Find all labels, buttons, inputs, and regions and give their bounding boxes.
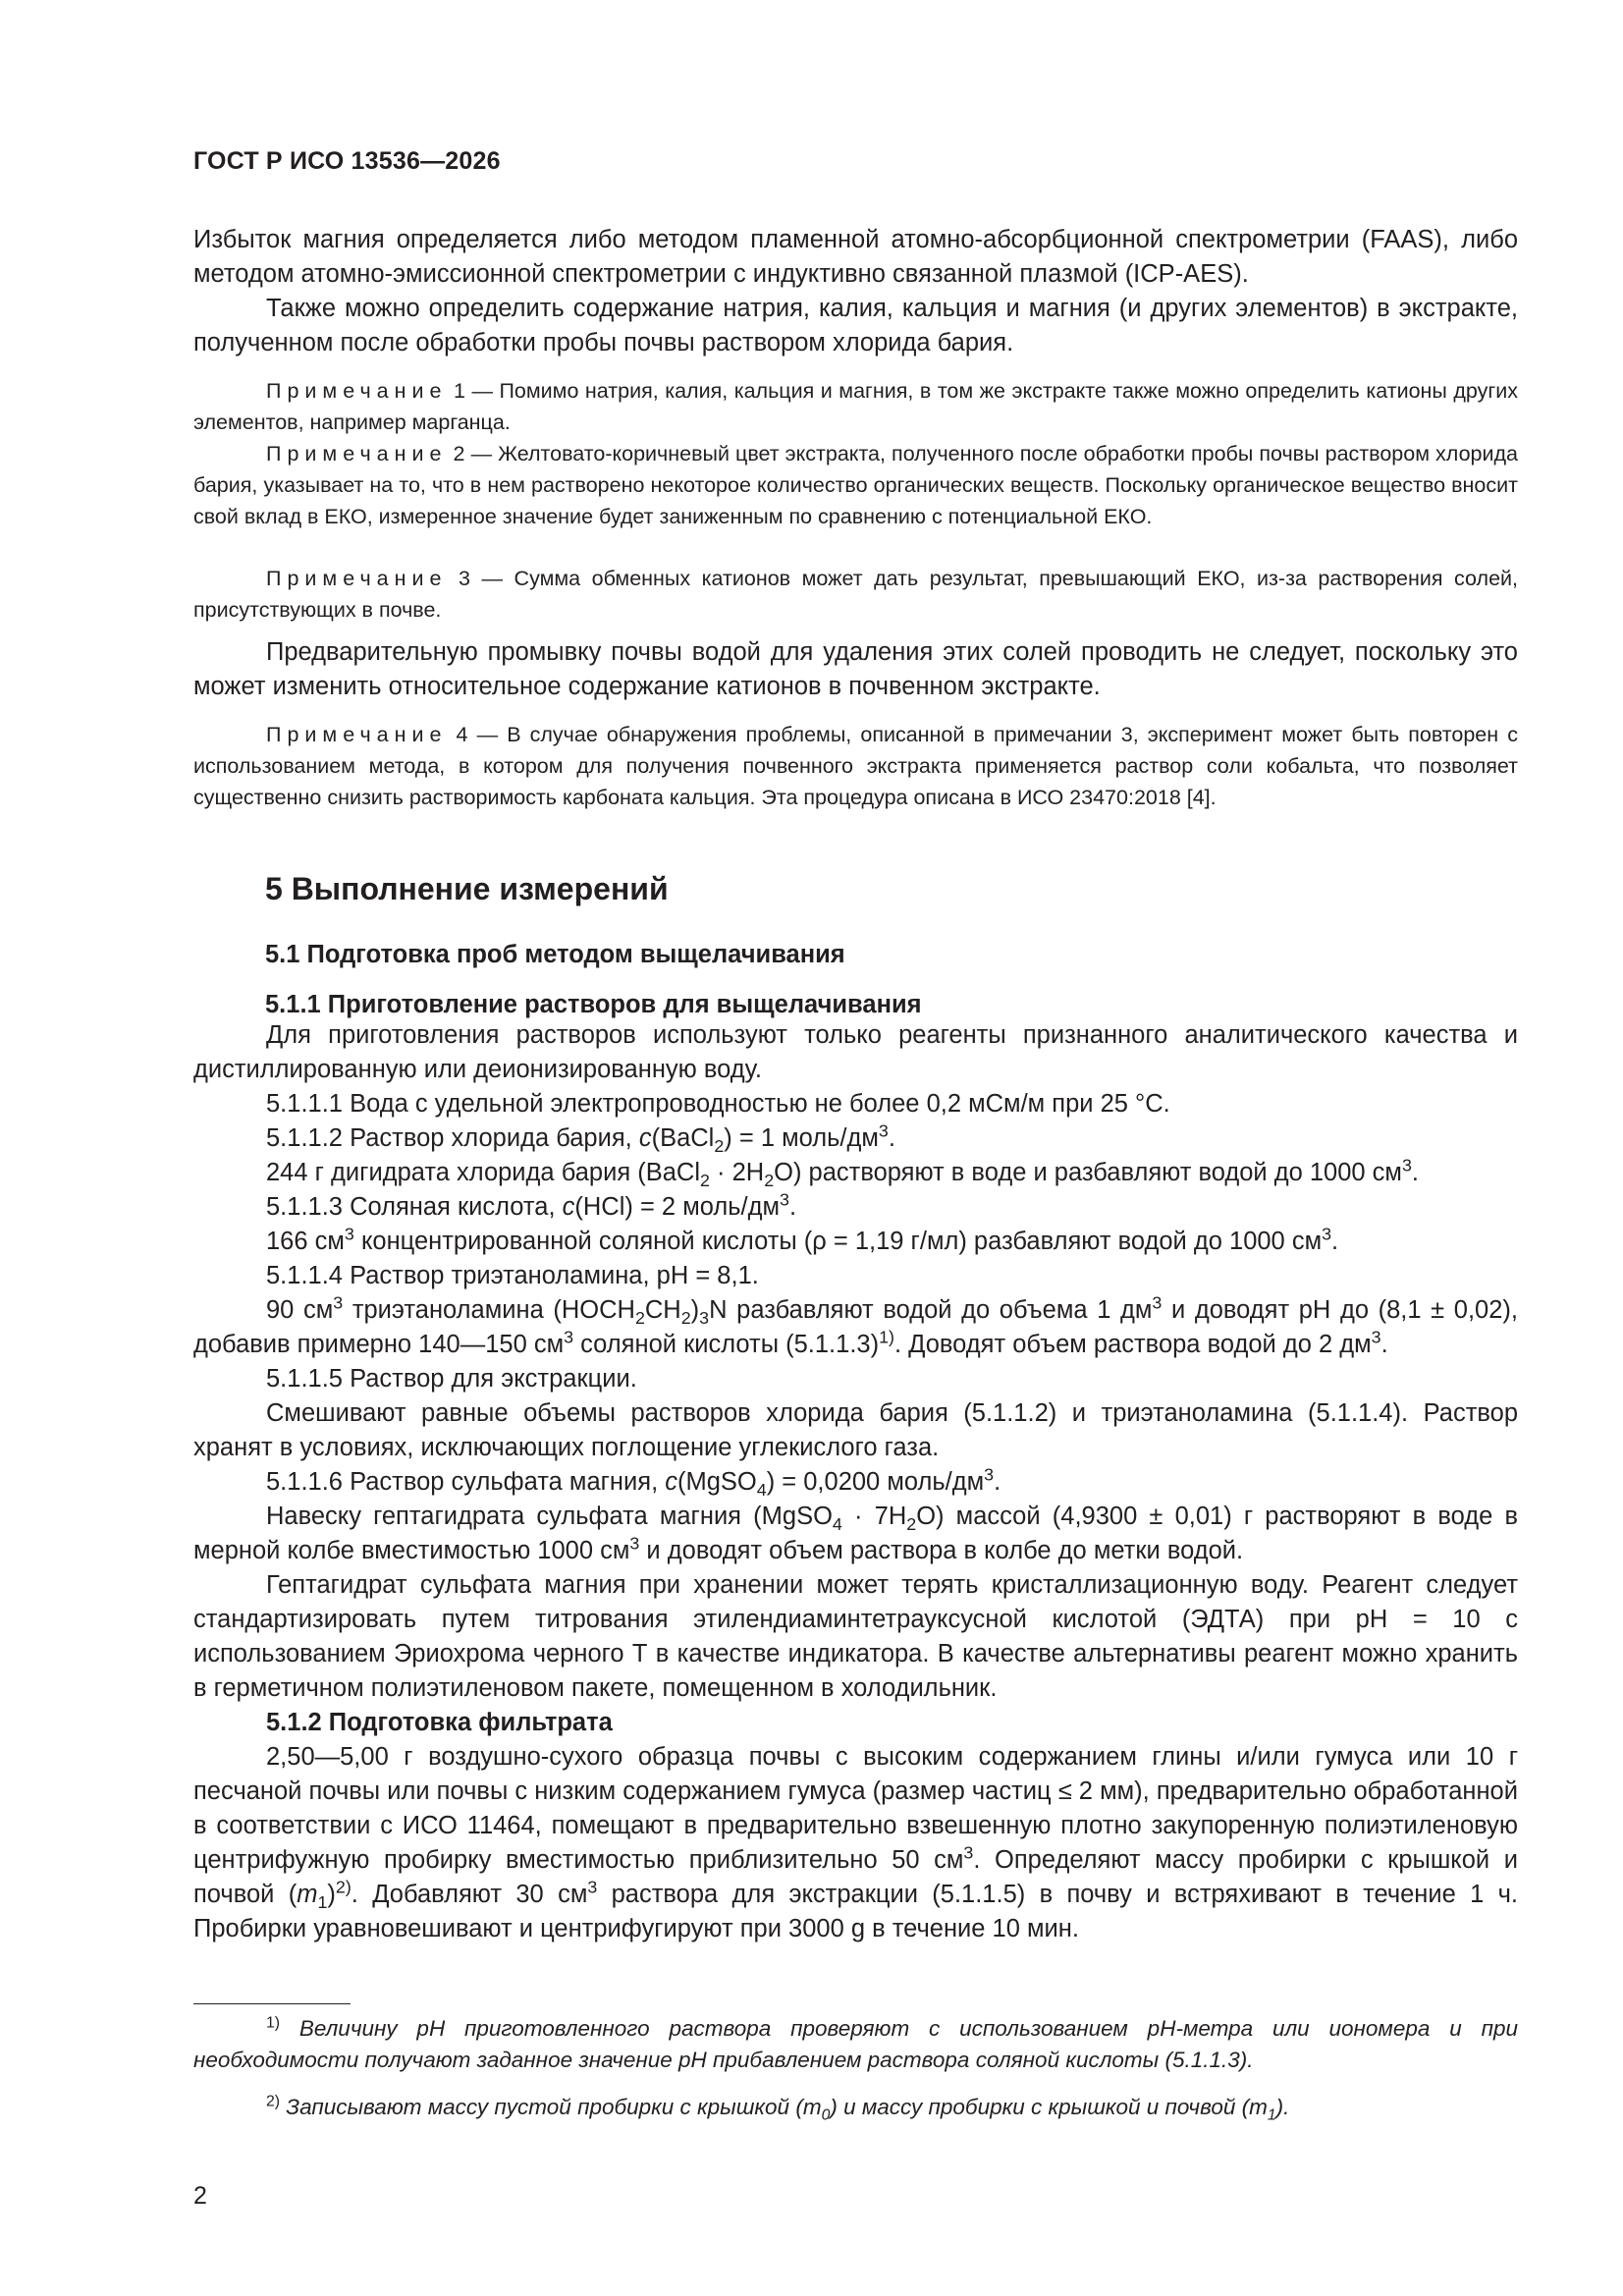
item-5-1-1-4: 5.1.1.4 Раствор триэтаноламина, pH = 8,1. bbox=[266, 1262, 759, 1289]
page-number: 2 bbox=[193, 2182, 207, 2210]
note-text: — В случае обнаружения проблемы, описанной в примечании 3, эксперимент может быть повторен с использованием метода, в котором для получения почвенного экстракта применяется раствор соли кобальта, что позволяет существенно снизить растворимость карбоната кальция. Эта процедура описана в ИСО 23470:2018 [4]. bbox=[193, 723, 1518, 809]
footnote-ref-1[interactable]: 1) bbox=[879, 1327, 894, 1347]
item-5-1-1-3-prep: 166 $см^3$ концентрированной соляной кислоты (ρ = 1,19 г/мл) разбавляют водой до 1000 $см^3$. bbox=[266, 1224, 1339, 1255]
item-5-1-1-5: 5.1.1.5 Раствор для экстракции. bbox=[266, 1365, 637, 1393]
reagents-paragraph: Для приготовления растворов используют только реагенты признанного аналитического качества и дистиллированную или деионизированную воду. bbox=[193, 1021, 1518, 1083]
intro-paragraph-2: Также можно определить содержание натрия, калия, кальция и магния (и других элементов) в экстракте, полученном после обработки пробы почвы раствором хлорида бария. bbox=[193, 295, 1518, 356]
note-label: Примечание bbox=[266, 379, 448, 403]
item-5-1-1-4-prep: 90 $см^3$ триэтаноламина $(HOCH_2CH_2)_3N$ разбавляют водой до объема 1 $дм^3$ и доводят pH до (8,1 ± 0,02), добавив примерно 140—150 $см^3$ соляной кислоты $(5.1.1.3)^{1)}$. Доводят объем раствора водой до 2 $дм^3$. bbox=[193, 1292, 1518, 1358]
note-label: Примечание bbox=[266, 442, 448, 465]
item-5-1-1-3: 5.1.1.3 Соляная кислота, c(HCl) = 2 моль/$дм^3$. bbox=[266, 1189, 797, 1221]
note-2 bbox=[193, 438, 1518, 532]
footnote-text: Величину pH приготовленного раствора проверяют с использованием pH-метра или иономера и при необходимости получают заданное значение pH прибавлением раствора соляной кислоты (5.1.1.3). bbox=[193, 2016, 1518, 2072]
note-text: — Помимо натрия, калия, кальция и магния, в том же экстракте также можно определить катионы других элементов, например марганца. bbox=[193, 379, 1518, 434]
footnote-separator bbox=[193, 2003, 351, 2004]
note-number: 2 bbox=[453, 442, 465, 465]
footnote-ref-2[interactable]: 2) bbox=[335, 1877, 352, 1897]
footnote-mark: 1) bbox=[266, 2014, 281, 2032]
item-5-1-1-1: 5.1.1.1 Вода с удельной электропроводностью не более 0,2 мСм/м при 25 °C. bbox=[266, 1090, 1170, 1118]
note-text: — Сумма обменных катионов может дать результат, превышающий ЕКО, из-за растворения солей, присутствующих в почве. bbox=[193, 567, 1519, 622]
note-number: 1 bbox=[453, 379, 465, 403]
section-5-1-1-title: 5.1.1 Приготовление растворов для выщелачивания bbox=[265, 991, 922, 1018]
note-text: — Желтовато-коричневый цвет экстракта, полученного после обработки пробы почвы раствором хлорида бария, указывает на то, что в нем растворено некоторое количество органических веществ. Поскольку органическое вещество вносит свой вклад в ЕКО, измеренное значение будет заниженным по сравнению с потенциальной ЕКО. bbox=[193, 442, 1519, 528]
prewash-paragraph: Предварительную промывку почвы водой для удаления этих солей проводить не следует, поскольку это может изменить относительное содержание катионов в почвенном экстракте. bbox=[193, 638, 1518, 700]
note-number: 3 bbox=[459, 567, 470, 590]
note-4 bbox=[193, 719, 1518, 813]
footnote-mark: 2) bbox=[266, 2093, 281, 2110]
footnote-2: $^{2)}$ Записывают массу пустой пробирки с крышкой $(m_0)$ и массу пробирки с крышкой и почвой $(m_1)$. bbox=[266, 2093, 1290, 2124]
section-5-title: 5 Выполнение измерений bbox=[265, 871, 669, 906]
item-5-1-1-2: 5.1.1.2 Раствор хлорида бария, c(BaCl$_2$) = 1 моль/$дм^3$. bbox=[266, 1121, 895, 1157]
footnote-1 bbox=[193, 2013, 1518, 2076]
section-5-1-title: 5.1 Подготовка проб методом выщелачивания bbox=[265, 941, 845, 968]
item-5-1-1-2-prep: 244 г дигидрата хлорида бария (BaCl$_2$ · $2H_2O$) растворяют в воде и разбавляют водой до 1000 $см^3$. bbox=[266, 1155, 1419, 1191]
note-label: Примечание bbox=[266, 567, 448, 590]
section-5-1-2-title: 5.1.2 Подготовка фильтрата bbox=[266, 1709, 613, 1736]
intro-paragraph-1: Избыток магния определяется либо методом пламенной атомно-абсорбционной спектрометрии (FAAS), либо методом атомно-эмиссионной спектрометрии с индуктивно связанной плазмой (ICP-AES). bbox=[193, 226, 1518, 288]
section-5-1-2-body: 2,50—5,00 г воздушно-сухого образца почвы с высоким содержанием глины и/или гумуса или 10 г песчаной почвы или почвы с низким содержанием гумуса (размер частиц ≤ 2 мм), предварительно обработанной в соответствии с ИСО 11464, помещают в предварительно взвешенную плотно закупоренную полиэтиленовую центрифужную пробирку вместимостью приблизительно 50 $см^3$. Определяют массу пробирки с крышкой и почвой $(m_1)^{2)}$. Добавляют 30 $см^3$ раствора для экстракции (5.1.1.5) в почву и встряхивают в течение 1 ч. Пробирки уравновешивают и центрифугируют при 3000 g в течение 10 мин. bbox=[193, 1743, 1519, 1942]
note-3 bbox=[193, 563, 1518, 626]
item-5-1-1-6-storage: Гептагидрат сульфата магния при хранении может терять кристаллизационную воду. Реагент следует стандартизировать путем титрования этилендиаминтетрауксусной кислотой (ЭДТА) при pH = 10 с использованием Эриохрома черного Т в качестве индикатора. В качестве альтернативы реагент можно хранить в герметичном полиэтиленовом пакете, помещенном в холодильник. bbox=[193, 1571, 1518, 1702]
document-header: ГОСТ Р ИСО 13536—2026 bbox=[193, 147, 501, 175]
note-number: 4 bbox=[456, 723, 468, 746]
section-5-1-1-body bbox=[193, 1018, 1518, 1946]
note-1 bbox=[193, 375, 1518, 438]
item-5-1-1-5-prep: Смешивают равные объемы растворов хлорида бария (5.1.1.2) и триэтаноламина (5.1.1.4). Раствор хранят в условиях, исключающих поглощение углекислого газа. bbox=[193, 1399, 1518, 1461]
item-5-1-1-6: 5.1.1.6 Раствор сульфата магния, c(MgSO$_4$) = 0,0200 моль/$дм^3$. bbox=[266, 1464, 1001, 1501]
item-5-1-1-6-prep: Навеску гептагидрата сульфата магния (MgSO$_4$ · $7H_2O$) массой (4,9300 ± 0,01) г растворяют в воде в мерной колбе вместимостью 1000 $см^3$ и доводят объем раствора в колбе до метки водой. bbox=[193, 1503, 1518, 1564]
note-label: Примечание bbox=[266, 723, 448, 746]
